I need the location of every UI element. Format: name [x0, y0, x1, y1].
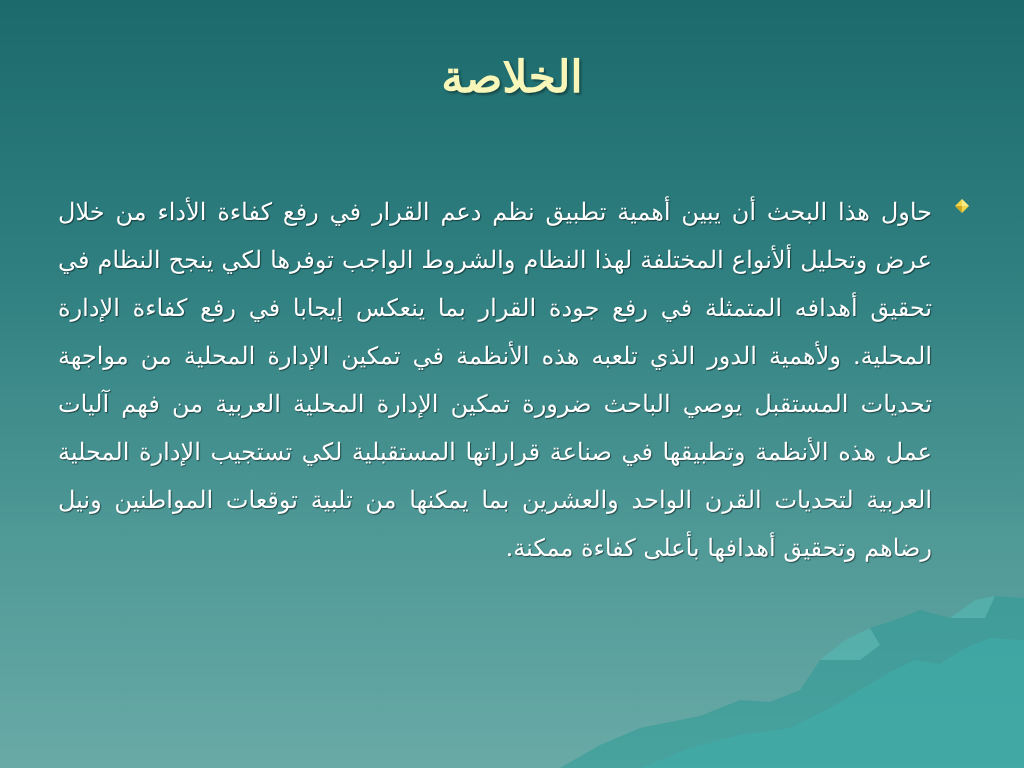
diamond-bullet-icon [954, 198, 970, 214]
body-paragraph: حاول هذا البحث أن يبين أهمية تطبيق نظم دعم القرار في رفع كفاءة الأداء من خلال عرض وتحليل ألأنواع المختلفة لهذا النظام والشروط الواجب توفرها لكي ينجح النظام في تحقيق أهدافه المتمثلة في رفع جودة القرار بما ينعكس إيجابا في رفع كفاءة الإدارة المحلية. ولأهمية الدور الذي تلعبه هذه الأنظمة في تمكين الإدارة المحلية من مواجهة تحديات المستقبل يوصي الباحث ضرورة تمكين الإدارة المحلية العربية من فهم آليات عمل هذه الأنظمة وتطبيقها في صناعة قراراتها المستقبلية لكي تستجيب الإدارة المحلية العربية لتحديات القرن الواحد والعشرين بما يمكنها من تلبية توقعات المواطنين ونيل رضاهم وتحقيق أهدافها بأعلى كفاءة ممكنة. [58, 198, 933, 562]
bullet-item [58, 188, 970, 572]
slide-title: الخلاصة [441, 52, 583, 103]
